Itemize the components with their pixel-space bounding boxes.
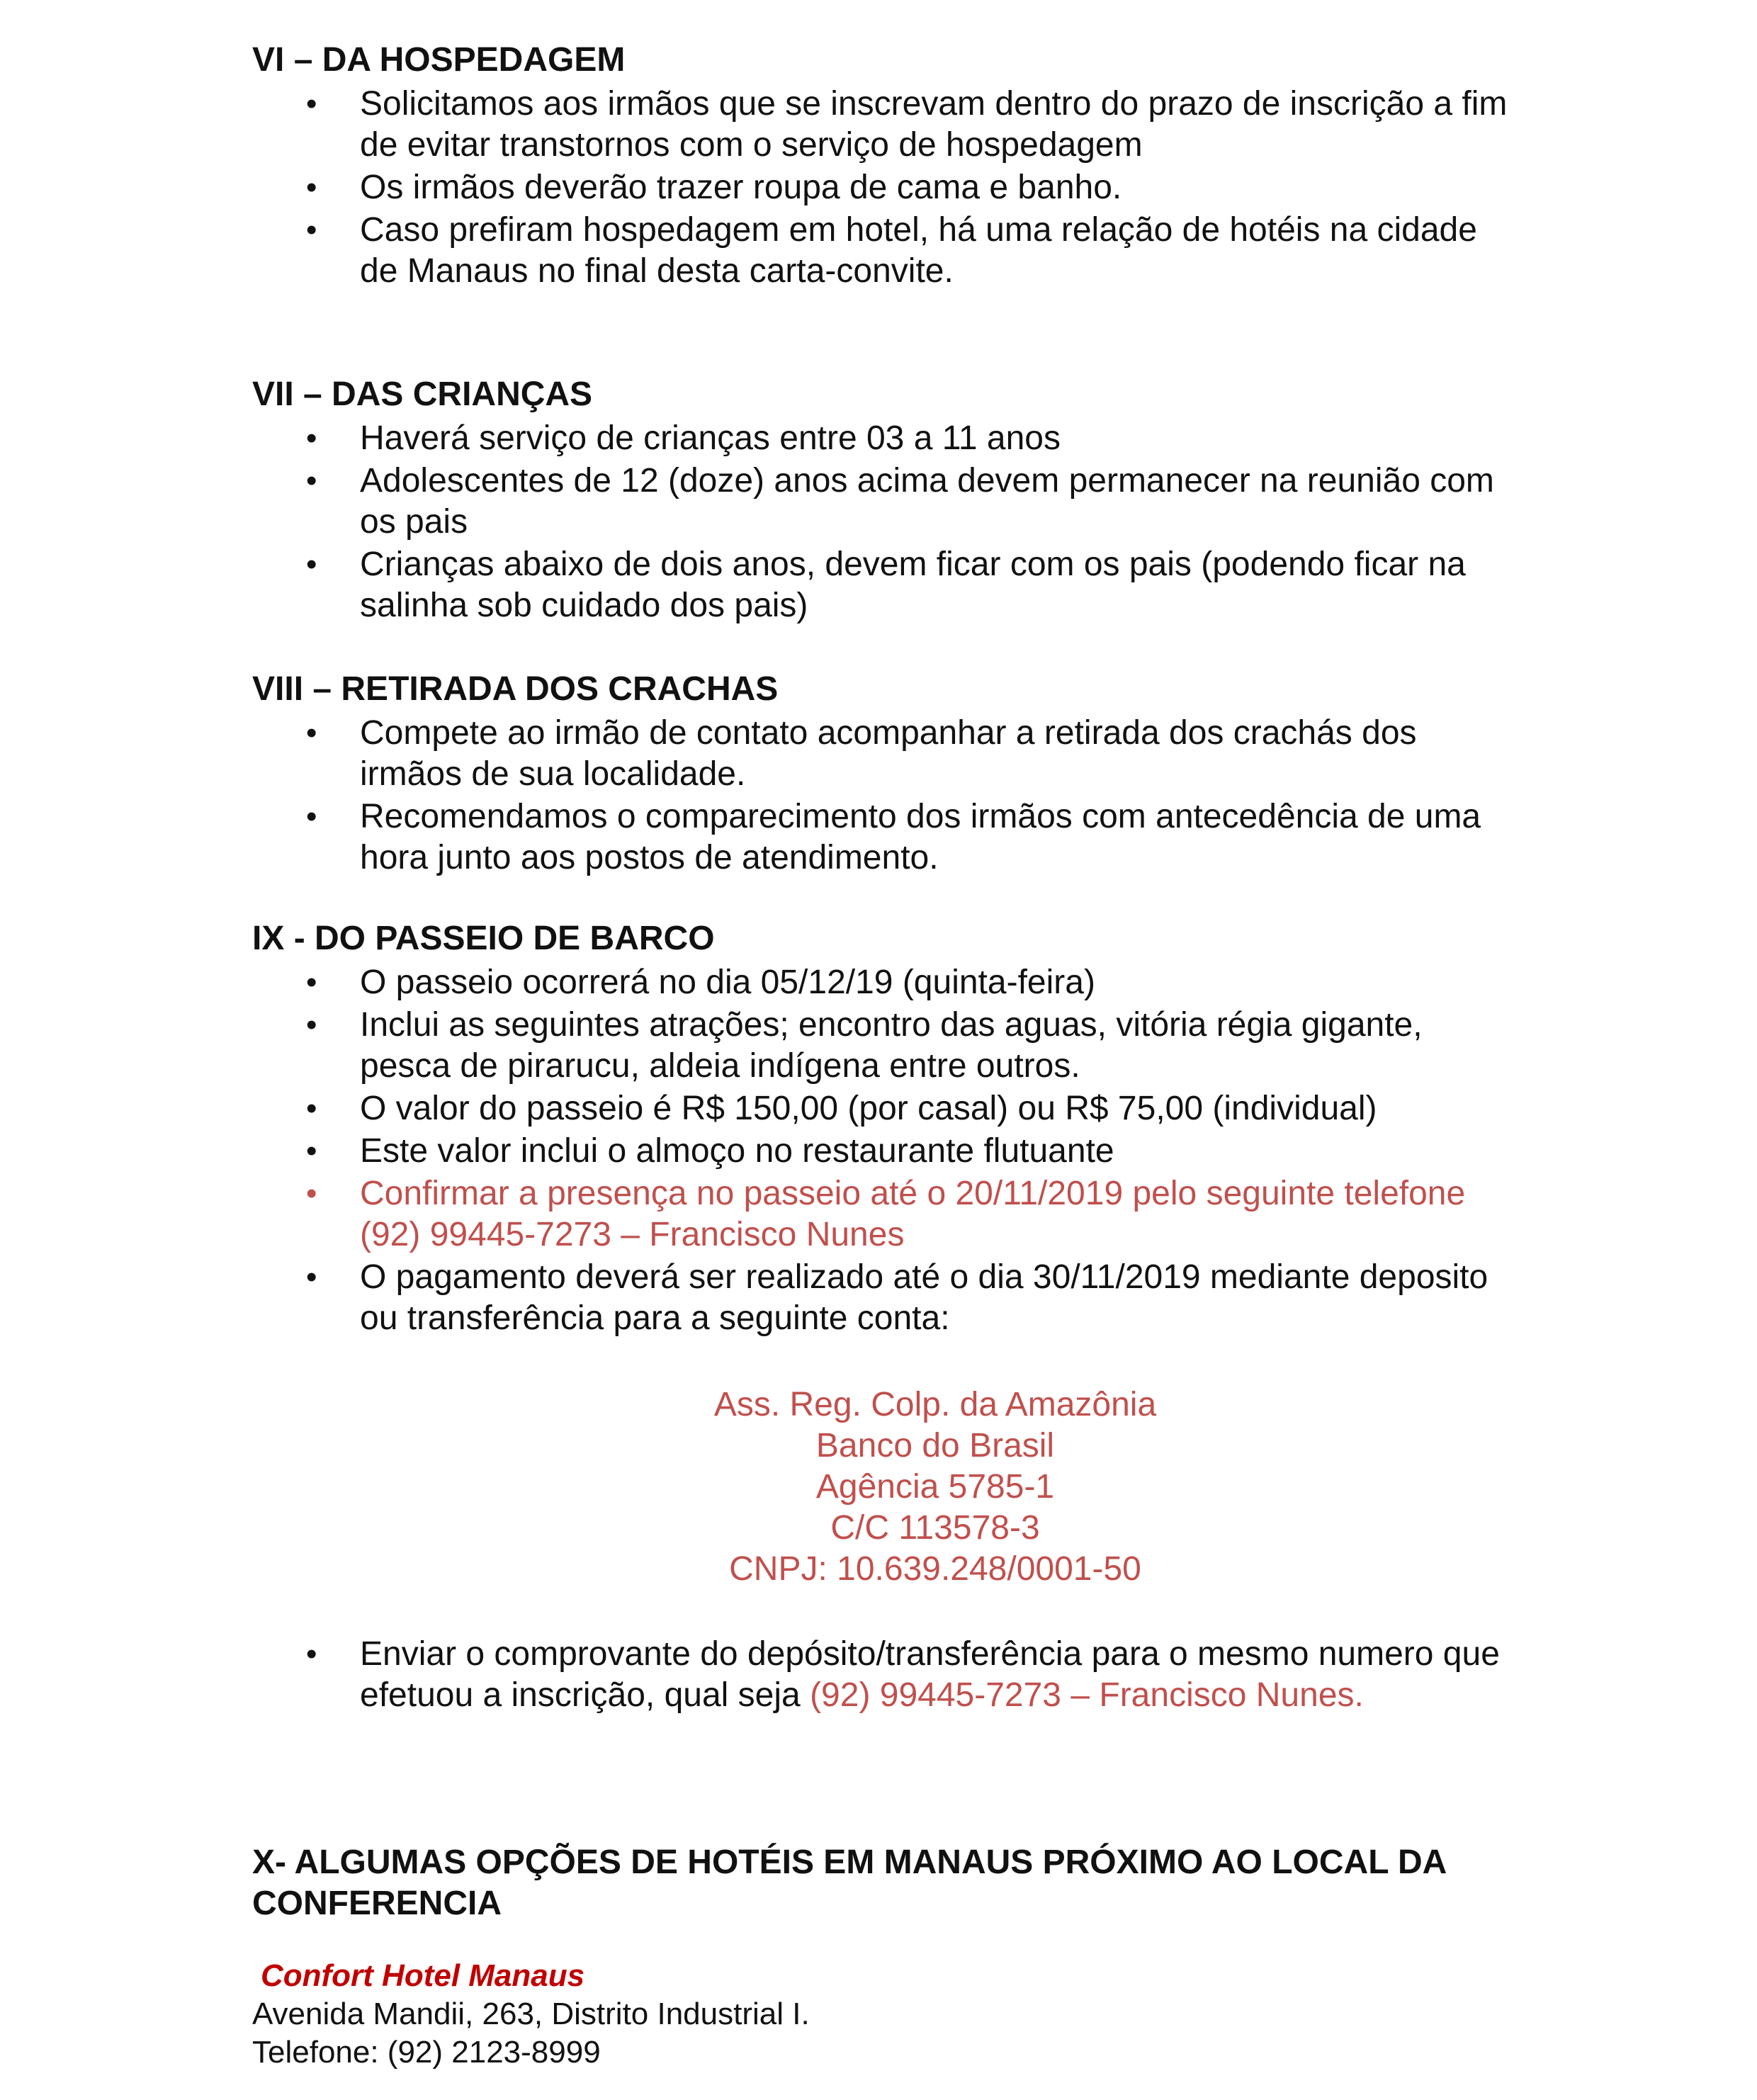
hotel-phone: Telefone: (92) 2123-8999: [252, 2035, 601, 2070]
list-criancas: [0, 418, 1508, 628]
list-item: [0, 1005, 1508, 1087]
bullet-icon: •: [306, 799, 317, 834]
bank-name: Banco do Brasil: [815, 1427, 1055, 1464]
bullet-icon: •: [306, 463, 317, 498]
bullet-icon: •: [306, 1134, 317, 1168]
list-item-text: Inclui as seguintes atrações; encontro das aguas, vitória régia gigante, pesca de pirarucu, aldeia indígena entre outros.: [360, 1006, 1423, 1085]
list-item: [0, 544, 1508, 626]
bullet-icon: •: [306, 1091, 317, 1126]
list-item: [0, 461, 1508, 543]
list-item-highlight: [0, 1173, 1508, 1255]
list-item: [0, 1257, 1508, 1339]
list-item-text: Crianças abaixo de dois anos, devem ficar com os pais (podendo ficar na salinha sob cuidado dos pais): [360, 546, 1466, 624]
bank-agency: Agência 5785-1: [815, 1468, 1055, 1506]
bullet-icon: •: [306, 213, 317, 247]
bank-account-holder: Ass. Reg. Colp. da Amazônia: [713, 1386, 1157, 1423]
list-item: [0, 84, 1508, 166]
bank-account-number: C/C 113578-3: [830, 1509, 1040, 1547]
list-item-text: Enviar o comprovante do depósito/transferência para o mesmo numero que efetuou a inscrição, qual seja: [360, 1635, 1500, 1714]
list-hospedagem: [0, 84, 1508, 293]
section-title-hoteis: X- ALGUMAS OPÇÕES DE HOTÉIS EM MANAUS PRÓXIMO AO LOCAL DA CONFERENCIA: [252, 1844, 1446, 1922]
list-item: [0, 1131, 1508, 1172]
bullet-icon: •: [306, 1007, 317, 1042]
list-item-text: O valor do passeio é R$ 150,00 (por casal) ou R$ 75,00 (individual): [360, 1090, 1377, 1127]
list-item-text: O pagamento deverá ser realizado até o dia 30/11/2019 mediante deposito ou transferência para a seguinte conta:: [360, 1258, 1488, 1337]
list-item-text: Este valor inclui o almoço no restaurante flutuante: [360, 1132, 1114, 1170]
bullet-icon: •: [306, 716, 317, 750]
list-item: [0, 796, 1508, 879]
list-item: [0, 418, 1508, 459]
list-item-text: Solicitamos aos irmãos que se inscrevam dentro do prazo de inscrição a fim de evitar transtornos com o serviço de hospedagem: [360, 85, 1508, 164]
bullet-icon: •: [306, 1637, 317, 1671]
list-item: [0, 713, 1508, 795]
list-passeio: [0, 962, 1508, 1340]
list-item-text: O passeio ocorrerá no dia 05/12/19 (quinta-feira): [360, 964, 1095, 1001]
list-item-text: Os irmãos deverão trazer roupa de cama e banho.: [360, 169, 1122, 206]
bullet-icon: •: [306, 965, 317, 1000]
hotel-address: Avenida Mandii, 263, Distrito Industrial I.: [252, 1997, 810, 2031]
bullet-icon: •: [306, 547, 317, 582]
contact-highlight: (92) 99445-7273 – Francisco Nunes.: [810, 1676, 1364, 1714]
list-item-text: Recomendamos o comparecimento dos irmãos com antecedência de uma hora junto aos postos de atendimento.: [360, 798, 1481, 876]
list-item-text: Haverá serviço de crianças entre 03 a 11 anos: [360, 419, 1061, 457]
bullet-icon: •: [306, 1260, 317, 1294]
section-title-crachas: VIII – RETIRADA DOS CRACHAS: [252, 670, 779, 708]
hotel-name: Confort Hotel Manaus: [261, 1958, 585, 1993]
list-item: [0, 210, 1508, 292]
list-item: [0, 962, 1508, 1003]
bullet-icon: •: [306, 421, 317, 456]
list-item-text: Confirmar a presença no passeio até o 20/11/2019 pelo seguinte telefone (92) 99445-7273 – Francisco Nunes: [360, 1175, 1466, 1253]
bullet-icon: •: [306, 86, 317, 121]
list-item: [0, 1088, 1508, 1129]
bank-cnpj: CNPJ: 10.639.248/0001-50: [729, 1550, 1141, 1588]
list-item-text: Adolescentes de 12 (doze) anos acima devem permanecer na reunião com os pais: [360, 462, 1494, 541]
section-title-criancas: VII – DAS CRIANÇAS: [252, 376, 593, 413]
list-passeio-final: [0, 1634, 1508, 1717]
list-item: [0, 1634, 1508, 1716]
section-title-passeio: IX - DO PASSEIO DE BARCO: [252, 920, 715, 957]
list-item-text: Caso prefiram hospedagem em hotel, há uma relação de hotéis na cidade de Manaus no final desta carta-convite.: [360, 211, 1477, 290]
list-item: [0, 167, 1508, 208]
bullet-icon: •: [306, 1176, 317, 1211]
section-title-hospedagem: VI – DA HOSPEDAGEM: [252, 41, 626, 79]
bank-account-block: [0, 1384, 1757, 1590]
bullet-icon: •: [306, 170, 317, 205]
list-crachas: [0, 713, 1508, 880]
list-item-text: Compete ao irmão de contato acompanhar a retirada dos crachás dos irmãos de sua localidade.: [360, 714, 1417, 793]
